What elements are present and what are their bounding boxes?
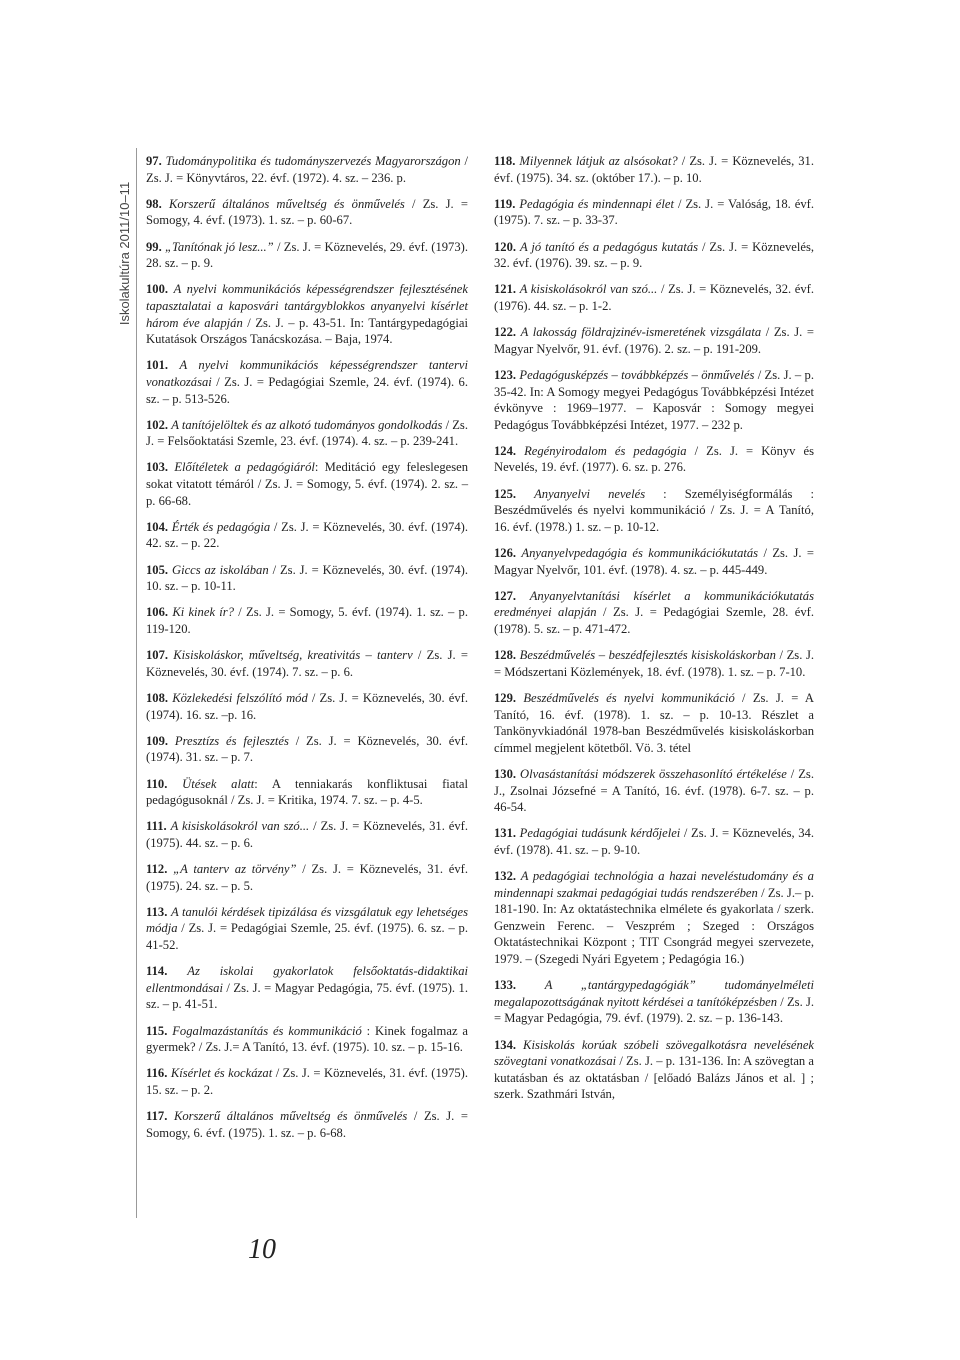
entry-number: 97. [146, 154, 162, 168]
entry-details: / Zs. J. = Köznevelés, 30. évf. (1974). 10. sz. – p. 10-11. [146, 562, 468, 594]
bibliography-entry [494, 545, 814, 578]
entry-number: 134. [494, 1037, 517, 1052]
entry-title: Kisiskoláskor, műveltség, kreativitás – tanterv [173, 648, 413, 663]
bibliography-entry [494, 367, 814, 433]
bibliography-entry [146, 963, 468, 1013]
bibliography-entry [494, 281, 814, 314]
bibliography-entry [494, 196, 814, 229]
entry-number: 124. [494, 443, 517, 458]
bibliography-entry [146, 1023, 468, 1056]
entry-number: 104. [146, 519, 169, 534]
entry-title: Ki kinek ír? [172, 605, 234, 620]
entry-details: / Zs. J. = Köznevelés, 31. évf. (1975). 34. sz. (október 17.). – p. 10. [494, 154, 815, 185]
entry-details: / Zs. J. = Köznevelés, 30. évf. (1974). 42. sz. – p. 22. [146, 519, 468, 551]
entry-number: 102. [146, 417, 169, 432]
entry-title: A tanítójelöltek és az alkotó tudományos gondolkodás [171, 417, 443, 432]
entry-title: Korszerű általános műveltség és önművelés [168, 196, 405, 211]
entry-details: / Zs. J. = Pedagógiai Szemle, 28. évf. (1978). 5. sz. – p. 471-472. [494, 605, 814, 636]
bibliography-entry [494, 486, 814, 536]
entry-title: A pedagógiai technológia a hazai neveléstudomány és a mindennapi szakmai pedagógiai tudás rendszerében [494, 869, 814, 900]
entry-title: Ütések alatt [182, 776, 255, 791]
entry-number: 99. [146, 239, 162, 254]
entry-number: 112. [146, 862, 168, 877]
entry-details: / Zs. J. = Magyar Pedagógia, 79. évf. (1979). 2. sz. – p. 136-143. [494, 994, 814, 1026]
entry-details: / Zs. J. = Köznevelés, 30. évf. (1974). 7. sz. – p. 6. [146, 648, 468, 679]
entry-number: 133. [494, 978, 517, 993]
entry-details: : Személyiségformálás : Beszédművelés és nyelvi kommunikáció / Zs. J. = A Tanító, 16. évf. (1978.) 1. sz. – p. 10-12. [494, 486, 814, 534]
entry-title: A kisiskolásokról van szó... [170, 819, 310, 834]
entry-details: / Zs. J. = Köznevelés, 34. évf. (1978). 41. sz. – p. 9-10. [494, 826, 815, 857]
bibliography-entry [146, 281, 468, 347]
journal-label-text: Iskolakultúra 2011/10–11 [117, 181, 133, 325]
right-column [494, 153, 814, 1113]
entry-details: : A tenniakarás konfliktusai fiatal pedagógusoknál / Zs. J. = Kritika, 1974. 7. sz. – p. 4-5. [146, 776, 468, 808]
entry-number: 118. [494, 154, 516, 168]
entry-details: / Zs. J. = Köznevelés, 29. évf. (1973). 28. sz. – p. 9. [146, 239, 468, 271]
bibliography-entry [494, 324, 814, 357]
entry-title: A tanulói kérdések tipizálása és vizsgálatuk egy lehetséges módja [146, 904, 469, 936]
bibliography-entry [146, 1108, 468, 1141]
bibliography-entry [146, 647, 468, 680]
entry-details: / Zs. J. = Magyar Nyelvőr, 101. évf. (1978). 4. sz. – p. 445-449. [494, 546, 814, 577]
entry-title: Az iskolai gyakorlatok felsőoktatás-didaktikai ellentmondásai [146, 964, 468, 995]
bibliography-entry [494, 239, 814, 272]
entry-details: / Zs. J. = Somogy, 5. évf. (1974). 1. sz. – p. 119-120. [146, 605, 469, 636]
entry-title: A „tantárgypedagógiák” tudományelméleti megalapozottságának nyitott kérdései a tanítóképzésben [494, 978, 815, 1009]
entry-number: 132. [494, 869, 517, 884]
entry-title: Anyanyelvpedagógia és kommunikációkutatás [521, 546, 759, 561]
entry-number: 131. [494, 826, 517, 841]
bibliography-entry [494, 647, 814, 680]
entry-details: : Meditáció egy feleslegesen sokat vitatott témáról / Zs. J. = Somogy, 5. évf. (1974). 2. sz. – p. 66-68. [146, 460, 468, 508]
entry-number: 127. [494, 588, 517, 603]
bibliography-entry [146, 1065, 468, 1098]
bibliography-entry [146, 562, 468, 595]
entry-details: / Zs. J. = Valóság, 18. évf. (1975). 7. sz. – p. 33-37. [494, 196, 814, 228]
entry-number: 114. [146, 964, 168, 979]
bibliography-entry [146, 690, 468, 723]
entry-details: / Zs. J. = Pedagógiai Szemle, 25. évf. (1975). 6. sz. – p. 41-52. [146, 921, 468, 953]
bibliography-entry [146, 818, 468, 851]
entry-title: Előítéletek a pedagógiáról [174, 460, 315, 475]
entry-details: / Zs. J. = Felsőoktatási Szemle, 23. évf. (1974). 4. sz. – p. 239-241. [146, 417, 468, 449]
entry-number: 123. [494, 367, 517, 382]
entry-details: / Zs. J. = Magyar Nyelvőr, 91. évf. (1976). 2. sz. – p. 191-209. [494, 325, 814, 356]
entry-number: 113. [146, 904, 168, 919]
entry-number: 107. [146, 648, 169, 663]
entry-details: / Zs. J. = Köznevelés, 32. évf. (1976). 39. sz. – p. 9. [494, 239, 815, 271]
entry-details: / Zs. J. = Köznevelés, 30. évf. (1974). 16. sz. –p. 16. [146, 690, 468, 722]
entry-number: 103. [146, 460, 169, 475]
entry-title: Beszédművelés és nyelvi kommunikáció [523, 690, 735, 705]
entry-number: 126. [494, 546, 517, 561]
entry-title: Pedagógia és mindennapi élet [519, 196, 674, 211]
entry-number: 101. [146, 358, 169, 373]
bibliography-entry [146, 861, 468, 894]
bibliography-entry [494, 153, 814, 186]
side-rule [136, 148, 137, 1218]
entry-details: / Zs. J. = Könyvtáros, 22. évf. (1972). 4. sz. – 236. p. [146, 154, 469, 185]
entry-number: 128. [494, 648, 517, 663]
entry-number: 98. [146, 196, 162, 211]
bibliography-entry [146, 904, 468, 954]
bibliography-entry [146, 357, 468, 407]
entry-title: Kisiskolás korúak szóbeli szövegalkotásra nevelésének szövegtani vonatkozásai [494, 1037, 815, 1069]
entry-title: A nyelvi kommunikációs képességrendszer tantervi vonatkozásai [146, 358, 468, 389]
entry-title: Beszédművelés – beszédfejlesztés kisiskoláskorban [519, 648, 776, 663]
bibliography-entry [494, 977, 814, 1027]
entry-number: 129. [494, 690, 517, 705]
entry-title: Fogalmazástanítás és kommunikáció [172, 1023, 362, 1038]
bibliography-entry [494, 825, 814, 858]
entry-title: Milyennek látjuk az alsósokat? [519, 154, 678, 168]
bibliography-entry [494, 690, 814, 756]
entry-number: 111. [146, 819, 167, 834]
entry-details: / Zs. J. = Köznevelés, 32. évf. (1976). 44. sz. – p. 1-2. [494, 282, 814, 313]
entry-details: / Zs. J. – p. 43-51. In: Tantárgypedagógiai Kutatások Országos Tanácskozása. – Baja, 1974. [146, 315, 468, 347]
entry-details: / Zs. J. = Köznevelés, 31. évf. (1975). 44. sz. – p. 6. [146, 819, 469, 850]
entry-number: 117. [146, 1109, 168, 1124]
bibliography-entry [494, 588, 814, 638]
entry-title: A kisiskolásokról van szó... [519, 282, 658, 297]
entry-number: 105. [146, 562, 169, 577]
entry-title: Anyanyelvtanítási kísérlet a kommunikációkutatás eredményei alapján [494, 588, 814, 620]
bibliography-entry [494, 766, 814, 816]
entry-details: : Kinek fogalmaz a gyermek? / Zs. J.= A Tanító, 13. évf. (1975). 10. sz. – p. 15-16. [146, 1023, 468, 1055]
entry-details: / Zs. J.– p. 181-190. In: Az oktatástechnika elmélete és gyakorlata / szerk. Genzwein Ferenc. – Veszprém ; Szeged : Országos Oktatástechnikai Központ ; TIT Csongrád megyei szervezete, 1979. – (Szegedi Nyári Egyetem ; Pedagógia 16.) [494, 885, 814, 967]
bibliography-entry [146, 153, 468, 186]
entry-title: A jó tanító és a pedagógus kutatás [520, 239, 699, 254]
bibliography-entry [494, 443, 814, 476]
entry-title: Anyanyelvi nevelés [534, 486, 646, 501]
entry-details: / Zs. J. = Somogy, 4. évf. (1973). 1. sz. – p. 60-67. [146, 196, 468, 228]
entry-details: / Zs. J. – p. 131-136. In: A szövegtan a kutatásban és az oktatásban / [előadó Balázs János et al. ] ; szerk. Szathmári István, [494, 1054, 815, 1102]
entry-details: / Zs. J. = Pedagógiai Szemle, 24. évf. (1974). 6. sz. – p. 513-526. [146, 374, 468, 406]
entry-details: / Zs. J. = Köznevelés, 31. évf. (1975). 24. sz. – p. 5. [146, 862, 468, 893]
bibliography-entry [146, 239, 468, 272]
entry-details: / Zs. J. = Köznevelés, 30. évf. (1974). 31. sz. – p. 7. [146, 733, 469, 765]
entry-number: 106. [146, 605, 169, 620]
bibliography-entry [146, 604, 468, 637]
entry-title: Pedagógiai tudásunk kérdőjelei [519, 826, 681, 841]
entry-title: Presztízs és fejlesztés [174, 733, 289, 748]
entry-details: / Zs. J. = A Tanító, 16. évf. (1978). 1. sz. – p. 10-13. Részlet a Tankönyvkiadónál 1978-ban Beszédművelés kisiskoláskorban címmel megjelent kötetből. Vö. 3. tétel [494, 690, 814, 755]
entry-title: Tudománypolitika és tudományszervezés Magyarországon [165, 154, 461, 168]
bibliography-entry [494, 1037, 814, 1103]
journal-side-label [117, 148, 133, 358]
entry-title: Pedagógusképzés – továbbképzés – önművelés [519, 367, 755, 382]
entry-number: 121. [494, 282, 517, 297]
entry-number: 122. [494, 325, 517, 340]
bibliography-entry [146, 733, 468, 766]
entry-number: 108. [146, 690, 169, 705]
entry-number: 125. [494, 486, 517, 501]
entry-title: A lakosság földrajzinév-ismeretének vizsgálata [520, 325, 762, 340]
page-number: 10 [248, 1234, 276, 1265]
entry-number: 130. [494, 766, 517, 781]
entry-title: Kísérlet és kockázat [170, 1066, 273, 1081]
entry-title: Giccs az iskolában [171, 562, 269, 577]
entry-title: A nyelvi kommunikációs képességrendszer fejlesztésének tapasztalatai a kaposvári tantárgyblokkos anyanyelvi kísérlet három éve alapján [146, 282, 468, 330]
entry-number: 109. [146, 733, 169, 748]
bibliography-entry [146, 519, 468, 552]
entry-title: Közlekedési felszólító mód [172, 690, 308, 705]
entry-details: / Zs. J. = Módszertani Közlemények, 18. évf. (1978). 1. sz. – p. 7-10. [494, 648, 814, 679]
entry-number: 100. [146, 282, 169, 297]
entry-number: 119. [494, 196, 516, 211]
entry-title: Regényirodalom és pedagógia [524, 443, 687, 458]
left-column [146, 153, 468, 1151]
entry-details: / Zs. J. = Magyar Pedagógia, 75. évf. (1975). 1. sz. – p. 41-51. [146, 980, 468, 1012]
entry-title: „A tanterv az törvény” [173, 862, 297, 877]
bibliography-entry [146, 459, 468, 509]
entry-title: „Tanítónak jó lesz...” [165, 239, 274, 254]
bibliography-entry [146, 776, 468, 809]
entry-number: 120. [494, 239, 517, 254]
entry-details: / Zs. J. = Köznevelés, 31. évf. (1975). 15. sz. – p. 2. [146, 1066, 469, 1097]
entry-details: / Zs. J., Zsolnai Józsefné = A Tanító, 16. évf. (1978). 6-7. sz. – p. 46-54. [494, 766, 814, 815]
entry-title: Érték és pedagógia [171, 519, 271, 534]
entry-number: 116. [146, 1066, 168, 1081]
entry-details: / Zs. J. = Könyv és Nevelés, 19. évf. (1977). 6. sz. p. 276. [494, 443, 814, 475]
entry-title: Olvasástanítási módszerek összehasonlító értékelése [520, 766, 787, 781]
entry-number: 110. [146, 776, 168, 791]
entry-title: Korszerű általános műveltség és önművelés [173, 1109, 408, 1124]
bibliography-entry [494, 868, 814, 968]
bibliography-entry [146, 417, 468, 450]
entry-number: 115. [146, 1023, 168, 1038]
bibliography-entry [146, 196, 468, 229]
entry-details: / Zs. J. – p. 35-42. In: A Somogy megyei Pedagógus Továbbképzési Intézet évkönyve : 1969–1977. – Kaposvár : Somogy megyei Pedagógus Továbbképzési Intézet, 1977. – 232 p. [494, 367, 814, 432]
entry-details: / Zs. J. = Somogy, 6. évf. (1975). 1. sz. – p. 6-68. [146, 1109, 468, 1140]
